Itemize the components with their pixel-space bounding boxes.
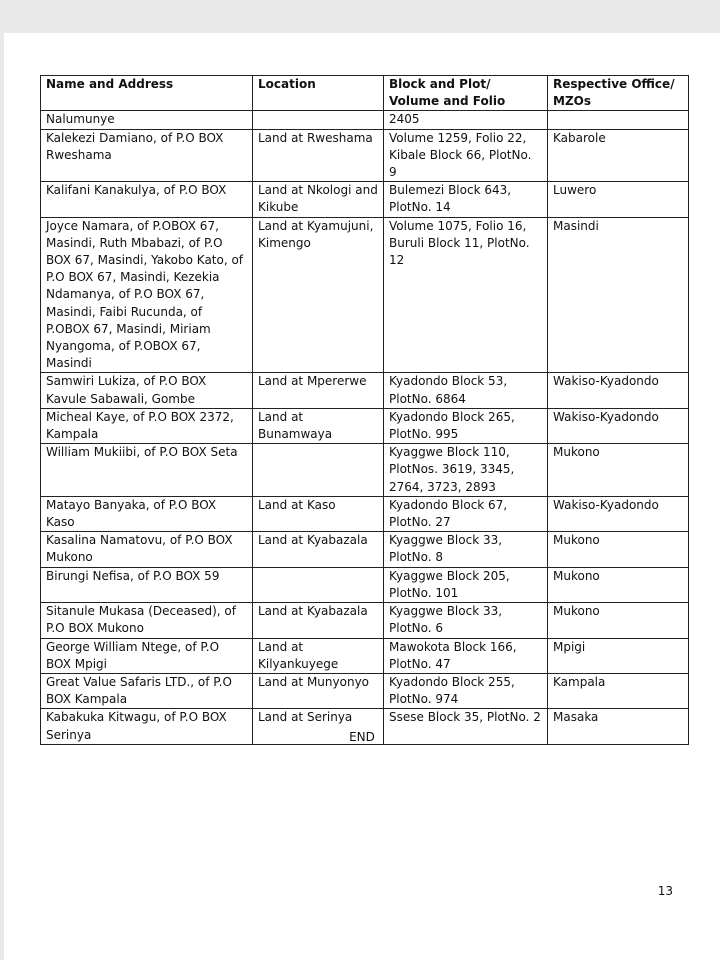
cell-location xyxy=(253,444,384,497)
cell-block-plot: Volume 1259, Folio 22, Kibale Block 66, PlotNo. 9 xyxy=(384,129,548,182)
cell-name-address: Micheal Kaye, of P.O BOX 2372, Kampala xyxy=(41,408,253,443)
cell-location: Land at Bunamwaya xyxy=(253,408,384,443)
cell-name-address: Kalekezi Damiano, of P.O BOX Rweshama xyxy=(41,129,253,182)
cell-name-address: Kalifani Kanakulya, of P.O BOX xyxy=(41,182,253,217)
table-row xyxy=(41,496,689,531)
cell-name-address: Joyce Namara, of P.OBOX 67, Masindi, Ruth Mbabazi, of P.O BOX 67, Masindi, Yakobo Kato, of P.O BOX 67, Masindi, Kezekia Ndamanya, of P.O BOX 67, Masindi, Faibi Rucunda, of P.OBOX 67, Masindi, Miriam Nyangoma, of P.OBOX 67, Masindi xyxy=(41,217,253,373)
cell-location xyxy=(253,567,384,602)
cell-name-address: Sitanule Mukasa (Deceased), of P.O BOX Mukono xyxy=(41,603,253,638)
cell-block-plot: Volume 1075, Folio 16, Buruli Block 11, PlotNo. 12 xyxy=(384,217,548,373)
table-row xyxy=(41,673,689,708)
cell-location: Land at Kyamujuni, Kimengo xyxy=(253,217,384,373)
cell-block-plot: Kyadondo Block 265, PlotNo. 995 xyxy=(384,408,548,443)
cell-location: Land at Serinya xyxy=(253,709,384,744)
cell-location: Land at Kaso xyxy=(253,496,384,531)
cell-block-plot: Kyaggwe Block 110, PlotNos. 3619, 3345, 2764, 3723, 2893 xyxy=(384,444,548,497)
table-row xyxy=(41,408,689,443)
cell-office: Luwero xyxy=(548,182,689,217)
cell-office: Mukono xyxy=(548,567,689,602)
header-office: Respective Office/ MZOs xyxy=(548,76,689,111)
header-block-plot: Block and Plot/ Volume and Folio xyxy=(384,76,548,111)
cell-block-plot: Bulemezi Block 643, PlotNo. 14 xyxy=(384,182,548,217)
cell-block-plot: 2405 xyxy=(384,111,548,129)
cell-location: Land at Kyabazala xyxy=(253,532,384,567)
table-row xyxy=(41,129,689,182)
table-row xyxy=(41,532,689,567)
cell-block-plot: Kyadondo Block 255, PlotNo. 974 xyxy=(384,673,548,708)
cell-office: Wakiso-Kyadondo xyxy=(548,408,689,443)
cell-name-address: Birungi Nefisa, of P.O BOX 59 xyxy=(41,567,253,602)
cell-name-address: Great Value Safaris LTD., of P.O BOX Kampala xyxy=(41,673,253,708)
cell-block-plot: Kyadondo Block 67, PlotNo. 27 xyxy=(384,496,548,531)
cell-block-plot: Ssese Block 35, PlotNo. 2 xyxy=(384,709,548,744)
table-row xyxy=(41,182,689,217)
cell-name-address: Matayo Banyaka, of P.O BOX Kaso xyxy=(41,496,253,531)
table-row xyxy=(41,373,689,408)
table-row xyxy=(41,111,689,129)
table-row xyxy=(41,567,689,602)
cell-office: Kabarole xyxy=(548,129,689,182)
header-location: Location xyxy=(253,76,384,111)
cell-office: Wakiso-Kyadondo xyxy=(548,496,689,531)
table-row xyxy=(41,217,689,373)
table-header-row xyxy=(41,76,689,111)
cell-block-plot: Kyaggwe Block 33, PlotNo. 6 xyxy=(384,603,548,638)
cell-block-plot: Kyaggwe Block 205, PlotNo. 101 xyxy=(384,567,548,602)
cell-name-address: Samwiri Lukiza, of P.O BOX Kavule Sabawali, Gombe xyxy=(41,373,253,408)
cell-office xyxy=(548,111,689,129)
cell-name-address: William Mukiibi, of P.O BOX Seta xyxy=(41,444,253,497)
cell-location: Land at Mpererwe xyxy=(253,373,384,408)
table-row xyxy=(41,638,689,673)
cell-office: Masindi xyxy=(548,217,689,373)
cell-office: Kampala xyxy=(548,673,689,708)
cell-office: Mpigi xyxy=(548,638,689,673)
table-row xyxy=(41,444,689,497)
cell-location: Land at Kilyankuyege xyxy=(253,638,384,673)
cell-location: Land at Rweshama xyxy=(253,129,384,182)
cell-office: Mukono xyxy=(548,532,689,567)
cell-location: Land at Nkologi and Kikube xyxy=(253,182,384,217)
cell-office: Mukono xyxy=(548,603,689,638)
cell-name-address: Kabakuka Kitwagu, of P.O BOX Serinya xyxy=(41,709,253,744)
cell-name-address: Nalumunye xyxy=(41,111,253,129)
cell-office: Wakiso-Kyadondo xyxy=(548,373,689,408)
land-records-table xyxy=(40,75,689,745)
header-name-address: Name and Address xyxy=(41,76,253,111)
cell-name-address: Kasalina Namatovu, of P.O BOX Mukono xyxy=(41,532,253,567)
cell-block-plot: Mawokota Block 166, PlotNo. 47 xyxy=(384,638,548,673)
cell-block-plot: Kyaggwe Block 33, PlotNo. 8 xyxy=(384,532,548,567)
cell-location xyxy=(253,111,384,129)
cell-office: Mukono xyxy=(548,444,689,497)
page-number: 13 xyxy=(657,884,673,898)
cell-name-address: George William Ntege, of P.O BOX Mpigi xyxy=(41,638,253,673)
cell-location: Land at Kyabazala xyxy=(253,603,384,638)
cell-office: Masaka xyxy=(548,709,689,744)
end-marker: END xyxy=(349,730,375,744)
table-row xyxy=(41,603,689,638)
cell-location: Land at Munyonyo xyxy=(253,673,384,708)
document-page xyxy=(4,33,720,960)
cell-block-plot: Kyadondo Block 53, PlotNo. 6864 xyxy=(384,373,548,408)
